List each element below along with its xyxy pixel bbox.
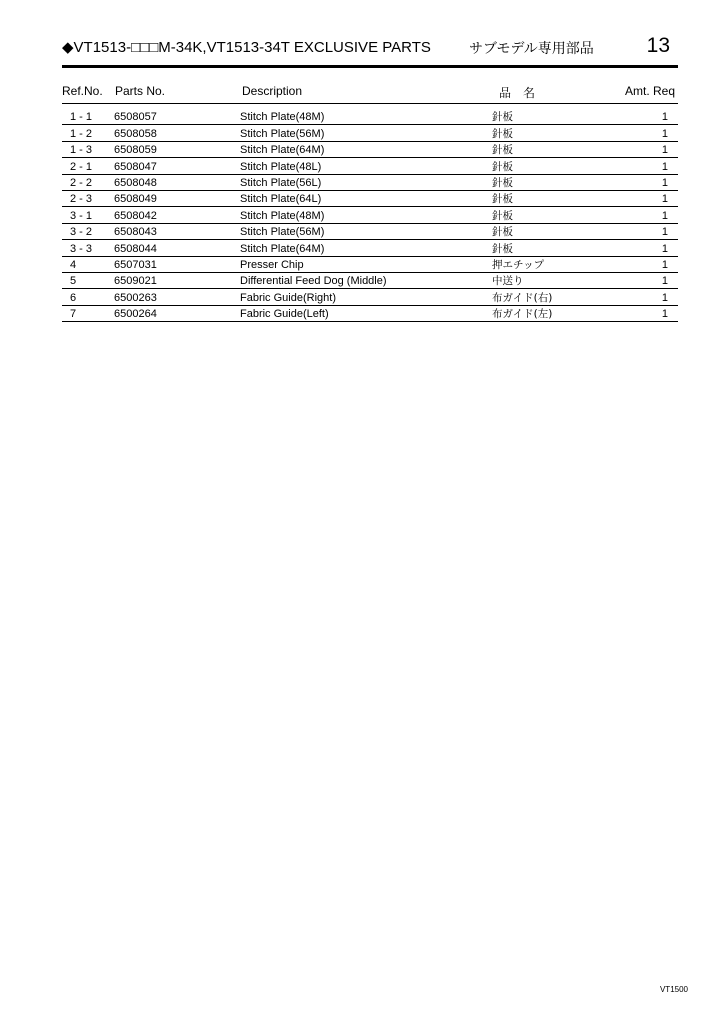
- table-row: [62, 256, 678, 272]
- page-number: 13: [646, 34, 670, 57]
- cell-description: Stitch Plate(64M): [240, 240, 492, 256]
- cell-name-jp: 針板: [492, 190, 602, 206]
- cell-amt: 1: [602, 289, 678, 305]
- table-row: [62, 240, 678, 256]
- cell-ref: 1 - 3: [62, 141, 114, 157]
- cell-name-jp: 針板: [492, 207, 602, 223]
- cell-ref: 2 - 3: [62, 190, 114, 206]
- cell-parts-no: 6508059: [114, 141, 240, 157]
- parts-table-body: [62, 109, 678, 322]
- cell-ref: 2 - 1: [62, 158, 114, 174]
- page-header: [62, 34, 678, 66]
- cell-description: Stitch Plate(48M): [240, 207, 492, 223]
- cell-amt: 1: [602, 223, 678, 239]
- col-amt: Amt. Req: [624, 84, 675, 98]
- cell-name-jp: 布ガイド(右): [492, 289, 602, 305]
- cell-parts-no: 6500263: [114, 289, 240, 305]
- cell-description: Stitch Plate(56M): [240, 223, 492, 239]
- cell-amt: 1: [602, 240, 678, 256]
- cell-ref: 1 - 1: [62, 109, 114, 125]
- cell-ref: 3 - 2: [62, 223, 114, 239]
- cell-ref: 7: [62, 305, 114, 321]
- cell-name-jp: 針板: [492, 174, 602, 190]
- cell-description: Stitch Plate(56M): [240, 125, 492, 141]
- cell-amt: 1: [602, 109, 678, 125]
- cell-name-jp: 針板: [492, 141, 602, 157]
- cell-ref: 2 - 2: [62, 174, 114, 190]
- cell-name-jp: 針板: [492, 240, 602, 256]
- col-name-jp: 品 名: [499, 86, 536, 100]
- cell-name-jp: 針板: [492, 158, 602, 174]
- cell-parts-no: 6508044: [114, 240, 240, 256]
- table-row: [62, 174, 678, 190]
- cell-description: Fabric Guide(Left): [240, 305, 492, 321]
- column-header-rule: [62, 103, 678, 104]
- cell-description: Stitch Plate(56L): [240, 174, 492, 190]
- cell-description: Stitch Plate(64M): [240, 141, 492, 157]
- cell-ref: 1 - 2: [62, 125, 114, 141]
- col-description: Description: [242, 84, 303, 98]
- page-title-jp: サブモデル専用部品: [469, 41, 594, 57]
- cell-amt: 1: [602, 158, 678, 174]
- table-row: [62, 305, 678, 321]
- table-row: [62, 109, 678, 125]
- cell-name-jp: 針板: [492, 223, 602, 239]
- cell-amt: 1: [602, 207, 678, 223]
- cell-parts-no: 6508048: [114, 174, 240, 190]
- parts-table: [62, 109, 678, 322]
- header-rule: [62, 65, 678, 68]
- cell-name-jp: 針板: [492, 125, 602, 141]
- table-row: [62, 223, 678, 239]
- cell-description: Fabric Guide(Right): [240, 289, 492, 305]
- cell-amt: 1: [602, 125, 678, 141]
- table-row: [62, 125, 678, 141]
- cell-parts-no: 6509021: [114, 272, 240, 288]
- cell-ref: 6: [62, 289, 114, 305]
- cell-parts-no: 6508058: [114, 125, 240, 141]
- cell-name-jp: 布ガイド(左): [492, 305, 602, 321]
- cell-name-jp: 針板: [492, 109, 602, 125]
- cell-parts-no: 6507031: [114, 256, 240, 272]
- page-title: ◆VT1513-□□□M-34K,VT1513-34T EXCLUSIVE PARTS: [62, 39, 431, 56]
- column-headers: [62, 84, 678, 104]
- cell-parts-no: 6508042: [114, 207, 240, 223]
- cell-amt: 1: [602, 141, 678, 157]
- cell-amt: 1: [602, 305, 678, 321]
- cell-parts-no: 6508043: [114, 223, 240, 239]
- cell-description: Presser Chip: [240, 256, 492, 272]
- cell-name-jp: 中送り: [492, 272, 602, 288]
- table-row: [62, 190, 678, 206]
- table-row: [62, 158, 678, 174]
- cell-ref: 4: [62, 256, 114, 272]
- cell-parts-no: 6508049: [114, 190, 240, 206]
- cell-ref: 3 - 3: [62, 240, 114, 256]
- col-parts-no: Parts No.: [115, 84, 166, 98]
- table-row: [62, 289, 678, 305]
- col-ref: Ref.No.: [62, 84, 103, 98]
- cell-amt: 1: [602, 256, 678, 272]
- cell-name-jp: 押エチップ: [492, 256, 602, 272]
- table-row: [62, 207, 678, 223]
- cell-description: Stitch Plate(48L): [240, 158, 492, 174]
- cell-ref: 3 - 1: [62, 207, 114, 223]
- cell-description: Differential Feed Dog (Middle): [240, 272, 492, 288]
- cell-parts-no: 6500264: [114, 305, 240, 321]
- cell-amt: 1: [602, 174, 678, 190]
- table-row: [62, 272, 678, 288]
- cell-description: Stitch Plate(64L): [240, 190, 492, 206]
- cell-description: Stitch Plate(48M): [240, 109, 492, 125]
- table-row: [62, 141, 678, 157]
- cell-parts-no: 6508047: [114, 158, 240, 174]
- cell-ref: 5: [62, 272, 114, 288]
- cell-amt: 1: [602, 190, 678, 206]
- cell-parts-no: 6508057: [114, 109, 240, 125]
- footer-code: VT1500: [659, 985, 688, 994]
- cell-amt: 1: [602, 272, 678, 288]
